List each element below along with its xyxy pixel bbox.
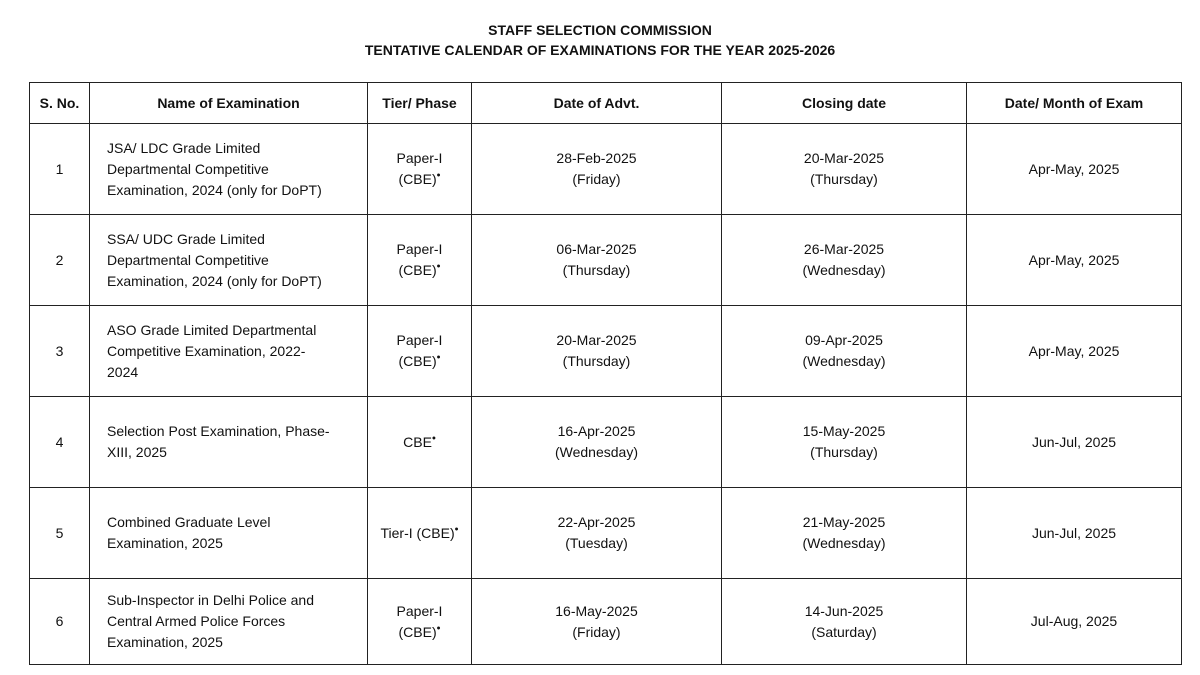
advt-date: 20-Mar-2025 [556,332,637,348]
exam-name-cell [90,124,368,215]
closing-day: (Wednesday) [802,262,886,278]
tier-phase-cell [368,215,472,306]
advt-day: (Friday) [572,171,621,187]
tier-phase-cell [368,397,472,488]
table-row [30,397,1182,488]
closing-day: (Saturday) [811,623,877,640]
table-row [30,488,1182,579]
exam-name-line: Selection Post Examination, Phase- [107,423,330,439]
tier-phase-line [374,148,465,169]
table-row [30,215,1182,306]
tier-phase-line [374,601,465,622]
serial-number-cell: 1 [30,124,90,215]
table-header-row [30,83,1182,124]
advt-date-cell [472,579,722,665]
exam-name-line: Departmental Competitive [107,251,269,268]
exam-name-line: XIII, 2025 [107,444,167,460]
table-body [30,124,1182,665]
closing-date-cell [722,124,967,215]
exam-month-cell: Apr-May, 2025 [967,215,1182,306]
advt-date: 06-Mar-2025 [556,241,637,257]
column-header-sno: S. No. [30,83,90,124]
advt-date-cell [472,397,722,488]
exam-month-cell: Jul-Aug, 2025 [967,579,1182,665]
exam-name-line: Examination, 2024 (only for DoPT) [107,272,322,289]
table-row [30,306,1182,397]
exam-month-cell: Jun-Jul, 2025 [967,397,1182,488]
exam-name-line: JSA/ LDC Grade Limited [107,139,261,156]
tier-phase-text: Paper-I [396,332,443,348]
exam-name-line: Examination, 2024 (only for DoPT) [107,181,322,198]
exam-name-line: SSA/ UDC Grade Limited [107,230,265,247]
tier-phase-text: (CBE) [398,262,437,278]
exam-name-line: ASO Grade Limited Departmental [107,321,317,338]
column-header-advt-date: Date of Advt. [472,83,722,124]
exam-name-line: Competitive Examination, 2022- [107,342,306,359]
tier-phase-line [374,330,465,351]
closing-date-cell [722,579,967,665]
calendar-title: TENTATIVE CALENDAR OF EXAMINATIONS FOR THE YEAR 2025-2026 [364,42,836,58]
tier-phase-line [374,169,465,190]
exam-month-cell: Apr-May, 2025 [967,124,1182,215]
tier-phase-cell [368,306,472,397]
table-row [30,579,1182,665]
closing-day: (Thursday) [810,444,878,460]
exam-name-line: 2024 [107,363,139,380]
tier-phase-line [374,432,465,453]
advt-day: (Thursday) [562,353,631,369]
exam-name-cell [90,215,368,306]
tier-phase-text: Tier-I (CBE) [380,524,455,541]
footnote-marker: • [436,351,441,364]
exam-name-cell [90,306,368,397]
closing-date-cell [722,215,967,306]
column-header-tier-phase: Tier/ Phase [368,83,472,124]
advt-day: (Tuesday) [565,535,628,551]
advt-date: 16-May-2025 [555,602,638,619]
serial-number-cell: 2 [30,215,90,306]
exam-name-line: Sub-Inspector in Delhi Police and [107,592,315,608]
exam-name-cell [90,397,368,488]
tier-phase-line [374,239,465,260]
advt-date-cell [472,306,722,397]
commission-title: STAFF SELECTION COMMISSION [488,22,712,38]
exam-month-cell: Jun-Jul, 2025 [967,488,1182,579]
tier-phase-text: Paper-I [396,241,443,257]
tier-phase-text: Paper-I [396,150,443,166]
exam-name-line: Examination, 2025 [107,634,223,650]
serial-number-cell: 6 [30,579,90,665]
closing-date: 21-May-2025 [802,514,886,530]
tier-phase-text: Paper-I [396,602,443,619]
advt-date-cell [472,488,722,579]
column-header-exam-month: Date/ Month of Exam [967,83,1182,124]
closing-date: 15-May-2025 [802,423,886,439]
tier-phase-text: (CBE) [398,623,437,640]
tier-phase-cell [368,579,472,665]
advt-date: 16-Apr-2025 [557,423,636,439]
advt-day: (Wednesday) [554,444,638,460]
closing-date: 26-Mar-2025 [803,241,885,257]
exam-name-line: Combined Graduate Level [107,514,271,530]
closing-day: (Wednesday) [802,535,886,551]
column-header-closing-date: Closing date [722,83,967,124]
advt-date-cell [472,124,722,215]
tier-phase-line [374,260,465,281]
exam-name-line: Central Armed Police Forces [107,613,286,629]
footnote-marker: • [436,621,441,634]
serial-number-cell: 4 [30,397,90,488]
tier-phase-line [374,523,465,544]
closing-day: (Thursday) [810,171,878,187]
tier-phase-text: (CBE) [398,353,437,369]
exam-name-cell [90,488,368,579]
closing-date-cell [722,488,967,579]
closing-date: 20-Mar-2025 [803,150,885,166]
footnote-marker: • [454,522,459,535]
column-header-exam-name: Name of Examination [90,83,368,124]
footnote-marker: • [436,169,441,182]
closing-date-cell [722,306,967,397]
tier-phase-text: CBE [403,433,432,450]
closing-date: 14-Jun-2025 [804,602,884,619]
footnote-marker: • [431,431,436,444]
tier-phase-line [374,351,465,372]
advt-date-cell [472,215,722,306]
closing-date: 09-Apr-2025 [805,332,883,348]
tier-phase-cell [368,124,472,215]
serial-number-cell: 3 [30,306,90,397]
closing-day: (Wednesday) [802,353,886,369]
footnote-marker: • [436,260,441,273]
advt-day: (Thursday) [562,262,631,278]
tier-phase-line [374,622,465,643]
advt-day: (Friday) [572,623,621,640]
serial-number-cell: 5 [30,488,90,579]
table-row [30,124,1182,215]
exam-name-line: Examination, 2025 [107,535,223,551]
exam-name-cell [90,579,368,665]
exam-name-line: Departmental Competitive [107,160,269,177]
exam-calendar-table [29,82,1182,665]
advt-date: 22-Apr-2025 [557,514,636,530]
exam-month-cell: Apr-May, 2025 [967,306,1182,397]
tier-phase-text: (CBE) [398,171,437,187]
closing-date-cell [722,397,967,488]
advt-date: 28-Feb-2025 [556,150,637,166]
tier-phase-cell [368,488,472,579]
